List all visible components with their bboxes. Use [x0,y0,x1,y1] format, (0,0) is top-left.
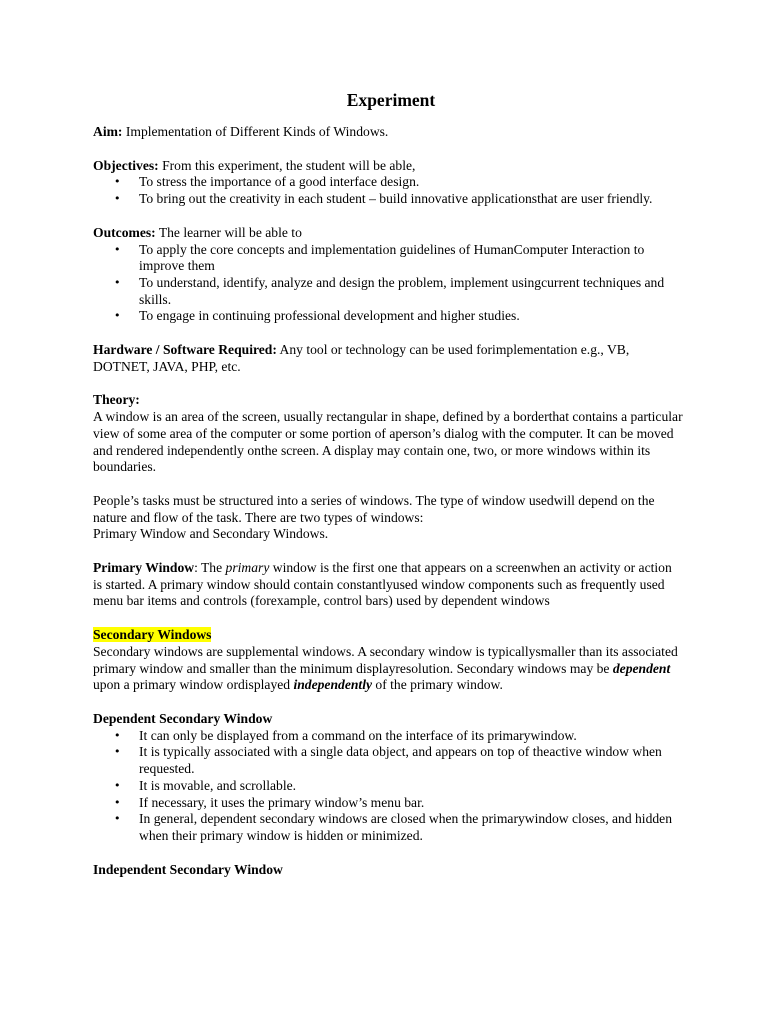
list-item: • It is typically associated with a single data object, and appears on top of theactive window when requested. [93,744,683,777]
aim-paragraph [93,124,683,141]
list-item: • In general, dependent secondary windows are closed when the primarywindow closes, and hidden when their primary window is hidden or minimized. [93,811,683,844]
primary-window-emphasis: primary [225,560,270,576]
document-page [93,89,683,878]
independent-secondary-heading [93,862,683,879]
hardware-label: Hardware / Software Required: [93,342,277,358]
outcomes-list [93,242,683,326]
secondary-windows-emphasis-dependent: dependent [612,660,671,676]
theory-paragraph-2-line-2: Primary Window and Secondary Windows. [93,526,329,542]
dependent-secondary-heading-text: Dependent Secondary Window [93,710,273,726]
secondary-windows-emphasis-independently: independently [293,677,373,693]
secondary-windows-text-1: Secondary windows are supplemental windows. A secondary window is typicallysmaller than its associated primary window and smaller than the minimum displayresolution. Secondary windows may be [93,643,678,676]
primary-window-paragraph [93,560,683,610]
secondary-windows-text-2: upon a primary window ordisplayed [93,677,294,693]
independent-secondary-heading-text: Independent Secondary Window [93,861,283,877]
outcomes-text: The learner will be able to [155,224,302,240]
outcomes-paragraph [93,225,683,242]
outcomes-label: Outcomes: [93,224,156,240]
list-item: • To bring out the creativity in each student – build innovative applicationsthat are user friendly. [93,191,683,208]
list-item: • To stress the importance of a good interface design. [93,174,683,191]
list-item: • To apply the core concepts and implementation guidelines of HumanComputer Interaction to improve them [93,242,683,275]
secondary-windows-heading-text: Secondary Windows [93,627,212,643]
dependent-secondary-heading [93,711,683,728]
list-item: • If necessary, it uses the primary window’s menu bar. [93,795,683,812]
theory-paragraph-2: People’s tasks must be structured into a series of windows. The type of window usedwill depend on the nature and flow of the task. There are two types of windows: [93,492,655,525]
hardware-text: Any tool or technology can be used forimplementation e.g., VB, DOTNET, JAVA, PHP, etc. [93,342,630,374]
list-item: • It can only be displayed from a command on the interface of its primarywindow. [93,728,683,745]
list-item: • To engage in continuing professional development and higher studies. [93,308,683,325]
objectives-label: Objectives: [93,157,159,173]
list-item: • To understand, identify, analyze and design the problem, implement usingcurrent techniques and skills. [93,275,683,308]
dependent-secondary-list [93,728,683,845]
objectives-text: From this experiment, the student will be able, [158,157,416,173]
primary-window-label: Primary Window [93,560,195,576]
aim-text: Implementation of Different Kinds of Windows. [122,124,389,139]
theory-heading-text: Theory: [93,392,140,408]
primary-window-colon: : The [194,560,226,576]
theory-heading [93,392,683,409]
list-item: • It is movable, and scrollable. [93,778,683,795]
objectives-list [93,174,683,207]
secondary-windows-paragraph [93,644,683,694]
theory-paragraph-1: A window is an area of the screen, usually rectangular in shape, defined by a borderthat contains a particular view of some area of the computer or some portion of aperson’s dialog with the computer. It can be moved and rendered independently onthe screen. A display may contain one, two, or more windows within its boundaries. [93,409,683,475]
primary-window-text: window is the first one that appears on a screenwhen an activity or action is started. A primary window should contain constantlyused window components such as frequently used menu bar items and controls (forexample, control bars) used by dependent windows [93,560,672,609]
objectives-paragraph [93,158,683,175]
hardware-paragraph [93,342,683,375]
secondary-windows-text-3: of the primary window. [372,677,503,693]
document-title: Experiment [346,90,436,110]
aim-label: Aim: [93,124,123,139]
secondary-windows-heading [93,627,683,644]
